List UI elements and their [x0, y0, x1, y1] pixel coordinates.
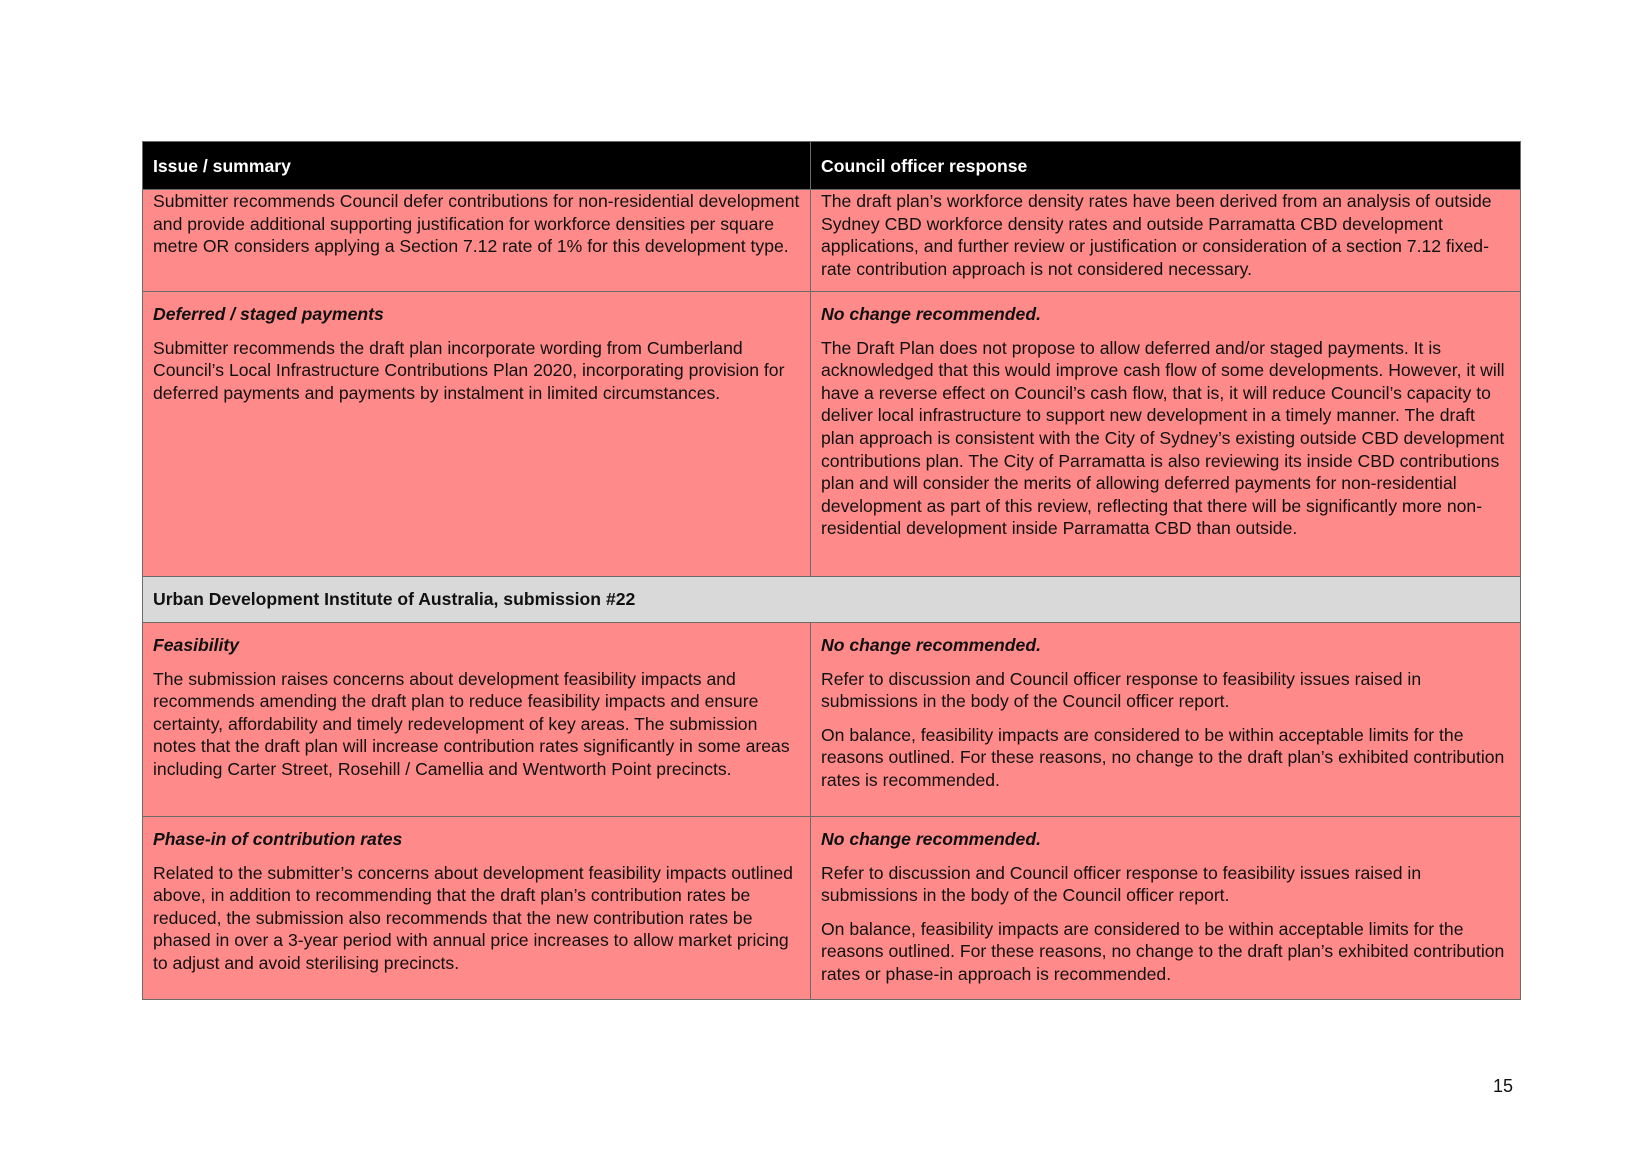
response-text: On balance, feasibility impacts are considered to be within acceptable limits for the reasons outlined. For these reasons, no change to the draft plan’s exhibited contribution rates or phase-in approach is recommended.: [821, 918, 1505, 984]
response-cell: [811, 623, 1521, 817]
table-row: [143, 292, 1521, 577]
issue-cell: [143, 292, 811, 577]
table-row: [143, 190, 1521, 292]
issue-cell: [143, 190, 811, 292]
response-text: The Draft Plan does not propose to allow deferred and/or staged payments. It is acknowledged that this would improve cash flow of some developments. However, it will have a reverse effect on Council’s cash flow, that is, it will reduce Council’s capacity to deliver local infrastructure to support new development in a timely manner. The draft plan approach is consistent with the City of Sydney’s existing outside CBD development contributions plan. The City of Parramatta is also reviewing its inside CBD contributions plan and will consider the merits of allowing deferred payments for non-residential development as part of this review, reflecting that there will be significantly more non-residential development inside Parramatta CBD than outside.: [821, 337, 1505, 539]
issue-cell: [143, 623, 811, 817]
table-row: [143, 817, 1521, 1000]
group-label: Urban Development Institute of Australia, submission #22: [143, 577, 1521, 623]
issue-text: Submitter recommends Council defer contributions for non-residential development and provide additional supporting justification for workforce densities per square metre OR considers applying a Section 7.12 rate of 1% for this development type.: [153, 191, 800, 257]
table-header: [143, 142, 1521, 190]
response-cell: [811, 190, 1521, 292]
response-text: The draft plan’s workforce density rates have been derived from an analysis of outside Sydney CBD workforce density rates and outside Parramatta CBD development applications, and further review or justification or consideration of a section 7.12 fixed-rate contribution approach is not considered necessary.: [821, 191, 1492, 279]
header-issue-summary: Issue / summary: [143, 142, 811, 190]
response-text: Refer to discussion and Council officer response to feasibility issues raised in submissions in the body of the Council officer report.: [821, 668, 1422, 712]
issue-cell: [143, 817, 811, 1000]
issue-text: Related to the submitter’s concerns about development feasibility impacts outlined above, in addition to recommending that the draft plan’s contribution rates be reduced, the submission also recommends that the new contribution rates be phased in over a 3-year period with annual price increases to allow market pricing to adjust and avoid sterilising precincts.: [153, 862, 793, 973]
issue-text: Submitter recommends the draft plan incorporate wording from Cumberland Council’s Local Infrastructure Contributions Plan 2020, incorporating provision for deferred payments and payments by instalment in limited circumstances.: [153, 337, 785, 403]
response-title: No change recommended.: [821, 635, 1041, 655]
response-text: Refer to discussion and Council officer response to feasibility issues raised in submissions in the body of the Council officer report.: [821, 862, 1422, 906]
issue-title: Phase-in of contribution rates: [153, 829, 403, 849]
response-cell: [811, 292, 1521, 577]
table-row: [143, 623, 1521, 817]
group-row: [143, 577, 1521, 623]
submissions-table: [142, 141, 1521, 1000]
response-text: On balance, feasibility impacts are considered to be within acceptable limits for the reasons outlined. For these reasons, no change to the draft plan’s exhibited contribution rates is recommended.: [821, 724, 1505, 790]
response-cell: [811, 817, 1521, 1000]
issue-title: Feasibility: [153, 635, 240, 655]
header-council-response: Council officer response: [811, 142, 1521, 190]
response-title: No change recommended.: [821, 304, 1041, 324]
page-number: 15: [1492, 1076, 1513, 1096]
issue-title: Deferred / staged payments: [153, 304, 384, 324]
issue-text: The submission raises concerns about development feasibility impacts and recommends amending the draft plan to reduce feasibility impacts and ensure certainty, affordability and timely redevelopment of key areas. The submission notes that the draft plan will increase contribution rates significantly in some areas including Carter Street, Rosehill / Camellia and Wentworth Point precincts.: [153, 668, 790, 779]
response-title: No change recommended.: [821, 829, 1041, 849]
header-row: [143, 142, 1521, 190]
table-body: [143, 190, 1521, 1000]
